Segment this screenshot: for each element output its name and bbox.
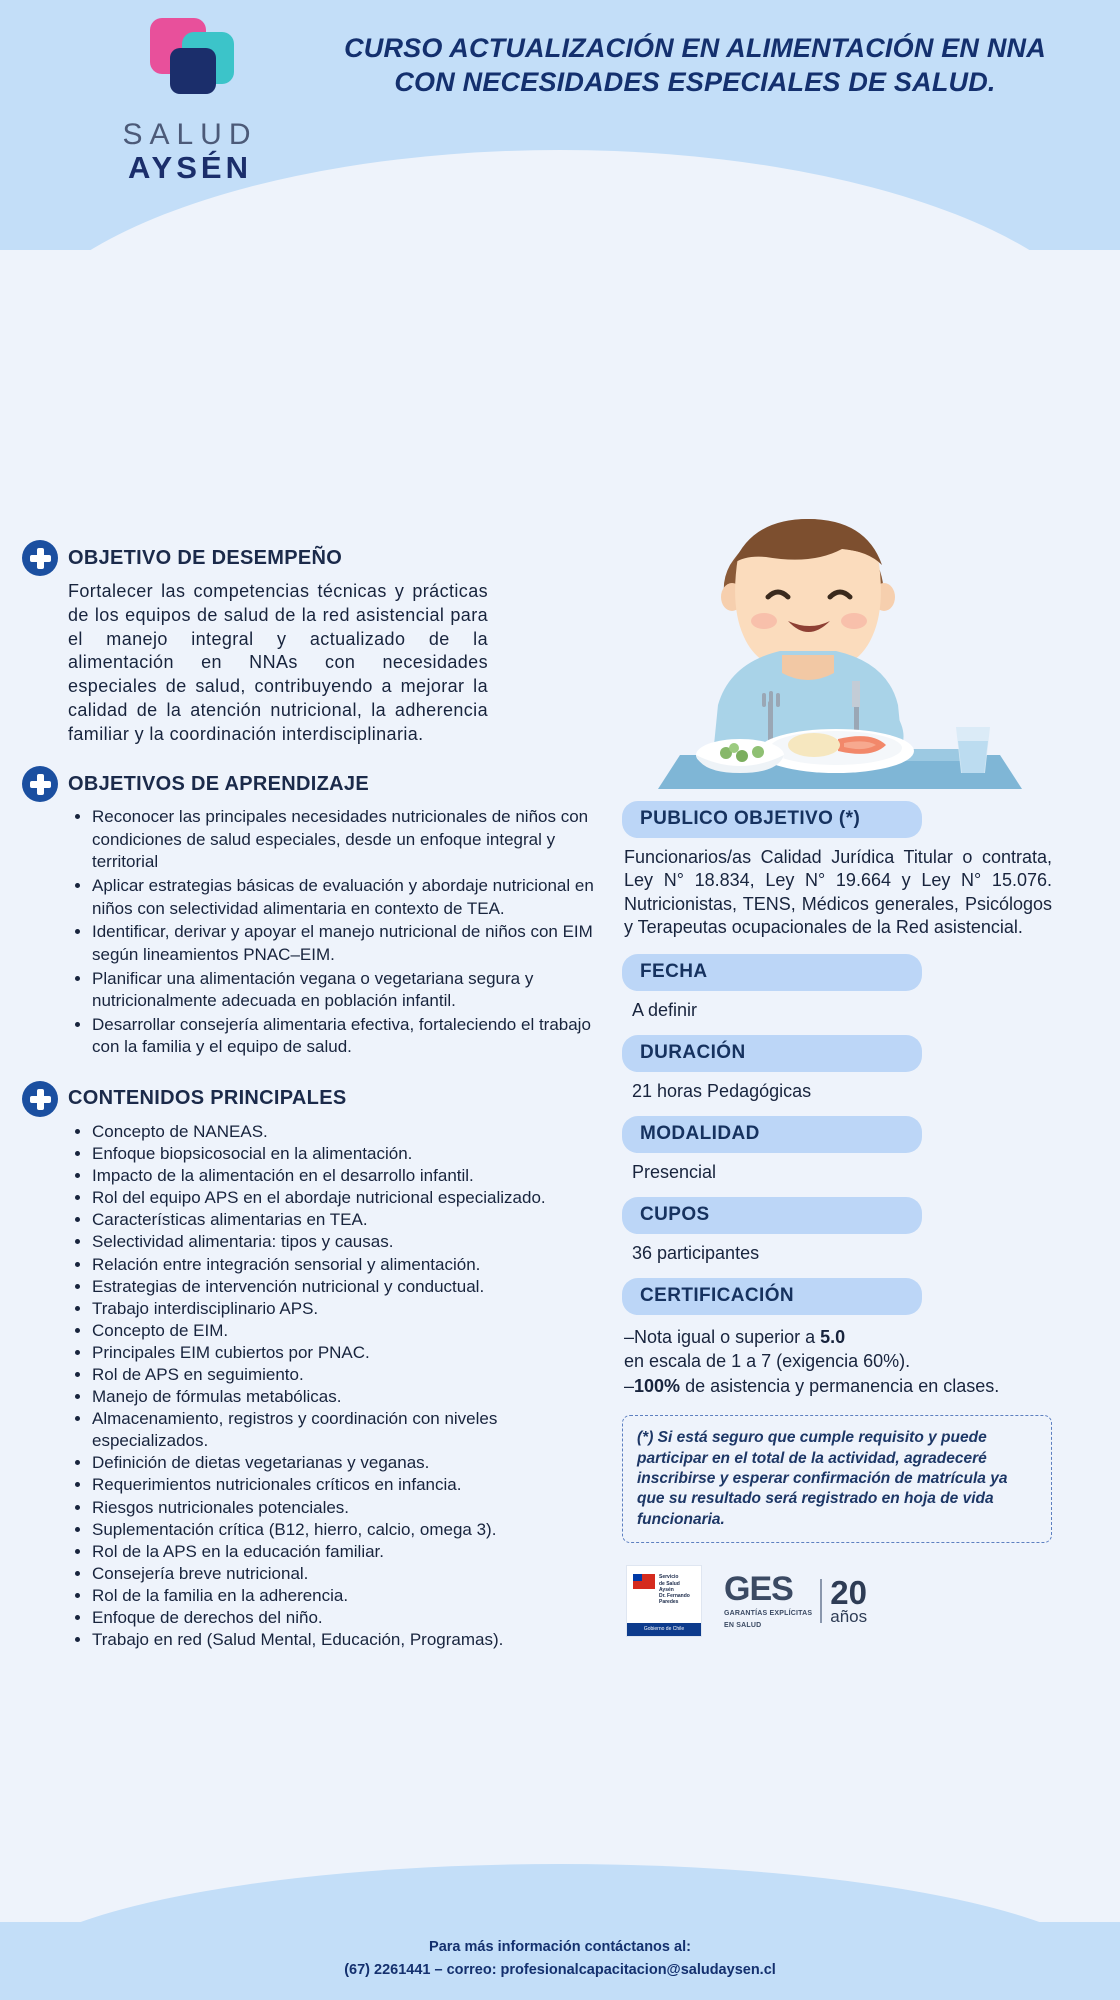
cert-line2: en escala de 1 a 7 (exigencia 60%). (624, 1351, 911, 1372)
label-duracion: DURACIÓN (622, 1035, 922, 1072)
list-item: • Enfoque de derechos del niño. (92, 1607, 602, 1629)
list-item: • Rol de la familia en la adherencia. (92, 1585, 602, 1607)
list-item: • Concepto de NANEAS. (92, 1121, 602, 1143)
certificacion-details (624, 1325, 1062, 1399)
value-cupos: 36 participantes (632, 1242, 760, 1263)
list-item: • Requerimientos nutricionales críticos en infancia. (92, 1474, 602, 1496)
value-duracion: 21 horas Pedagógicas (632, 1080, 812, 1101)
list-item: • Almacenamiento, registros y coordinación con niveles especializados. (92, 1408, 602, 1452)
cross-badge-icon (22, 1081, 58, 1117)
cert-line3-post: de asistencia y permanencia en clases. (680, 1376, 1000, 1397)
page-header (0, 0, 1120, 250)
logo-salud-aysen (100, 18, 280, 186)
gob-logo-bottom: Gobierno de Chile (627, 1623, 701, 1636)
list-item: • Características alimentarias en TEA. (92, 1209, 602, 1231)
objetivos-aprendizaje-list (74, 806, 602, 1059)
ges-unit: años (830, 1607, 868, 1627)
cert-line1-bold: 5.0 (820, 1326, 846, 1347)
section-header (22, 766, 602, 802)
block-fecha (622, 954, 1062, 1021)
cross-badge-icon (22, 766, 58, 802)
list-item: • Riesgos nutricionales potenciales. (92, 1497, 602, 1519)
cross-logo-icon (142, 18, 238, 114)
label-certificacion: CERTIFICACIÓN (622, 1278, 922, 1315)
label-publico-objetivo: PUBLICO OBJETIVO (*) (622, 801, 922, 838)
list-item: • Aplicar estrategias básicas de evaluación y abordaje nutricional en niños con selectividad alimentaria en contexto de TEA. (92, 875, 602, 920)
list-item: • Manejo de fórmulas metabólicas. (92, 1386, 602, 1408)
list-item: • Principales EIM cubiertos por PNAC. (92, 1342, 602, 1364)
label-fecha: FECHA (622, 954, 922, 991)
section-title-contenidos: CONTENIDOS PRINCIPALES (68, 1087, 347, 1110)
value-fecha: A definir (632, 999, 698, 1020)
logo-brand-bottom: AYSÉN (128, 150, 252, 185)
list-item: • Concepto de EIM. (92, 1320, 602, 1342)
chile-flag-icon (633, 1574, 655, 1589)
list-item: • Impacto de la alimentación en el desarrollo infantil. (92, 1165, 602, 1187)
page-footer (0, 1922, 1120, 2000)
left-column (22, 540, 602, 1651)
list-item: • Trabajo en red (Salud Mental, Educación, Programas). (92, 1629, 602, 1651)
value-modalidad: Presencial (632, 1161, 717, 1182)
contenidos-list (74, 1121, 602, 1651)
section-objetivo-desempeno (22, 540, 602, 746)
list-item: • Consejería breve nutricional. (92, 1563, 602, 1585)
illustration-child-eating (622, 505, 1052, 795)
block-cupos (622, 1197, 1062, 1264)
list-item: • Identificar, derivar y apoyar el manejo nutricional de niños con EIM según lineamientos PNAC–EIM. (92, 921, 602, 966)
ges-word: GES (724, 1570, 793, 1609)
ges-20-anos-logo (724, 1572, 867, 1630)
block-duracion (622, 1035, 1062, 1102)
block-publico-objetivo (622, 801, 1062, 940)
cert-line1-pre: –Nota igual o superior a (624, 1326, 821, 1347)
requisito-note: (*) Si está seguro que cumple requisito y puede participar en el total de la actividad, agradeceré inscribirse y esperar confirmación de matrícula ya que su resultado será registrado en hoja de vida funcionaria. (622, 1415, 1052, 1543)
list-item: • Planificar una alimentación vegana o vegetariana segura y nutricionalmente adecuada en población infantil. (92, 968, 602, 1013)
label-modalidad: MODALIDAD (622, 1116, 922, 1153)
list-item: • Rol de la APS en la educación familiar. (92, 1541, 602, 1563)
logo-brand-top: SALUD (122, 118, 258, 151)
ges-divider (820, 1579, 822, 1623)
section-objetivos-aprendizaje (22, 766, 602, 1059)
list-item: • Estrategias de intervención nutricional y conductual. (92, 1276, 602, 1298)
block-modalidad (622, 1116, 1062, 1183)
publico-objetivo-text: Funcionarios/as Calidad Jurídica Titular o contrata, Ley N° 18.834, Ley N° 19.664 y Ley N° 15.076. Nutricionistas, TENS, Médicos generales, Psicólogos y Terapeutas ocupacionales de la Red asistencial. (624, 847, 1052, 938)
label-cupos: CUPOS (622, 1197, 922, 1234)
list-item: • Desarrollar consejería alimentaria efectiva, fortaleciendo el trabajo con la familia y el equipo de salud. (92, 1014, 602, 1059)
partner-logos (626, 1565, 1062, 1637)
footer-contact (0, 1936, 1120, 1982)
section-title-objetivos-aprendizaje: OBJETIVOS DE APRENDIZAJE (68, 772, 369, 795)
ges-number: 20 (830, 1574, 867, 1612)
list-item: • Enfoque biopsicosocial en la alimentación. (92, 1143, 602, 1165)
section-title-objetivo-desempeno: OBJETIVO DE DESEMPEÑO (68, 546, 343, 569)
right-column (622, 505, 1062, 1637)
section-contenidos-principales (22, 1081, 602, 1651)
section-header (22, 540, 602, 576)
cert-line3-bold: 100% (634, 1376, 681, 1397)
list-item: • Relación entre integración sensorial y alimentación. (92, 1254, 602, 1276)
ges-sub2: EN SALUD (724, 1622, 762, 1630)
servicio-salud-aysen-logo (626, 1565, 702, 1637)
list-item: • Rol del equipo APS en el abordaje nutricional especializado. (92, 1187, 602, 1209)
section-header (22, 1081, 602, 1117)
cross-badge-icon (22, 540, 58, 576)
block-certificacion (622, 1278, 1062, 1399)
list-item: • Reconocer las principales necesidades nutricionales de niños con condiciones de salud especiales, desde un enfoque integral y territorial (92, 806, 602, 874)
list-item: • Rol de APS en seguimiento. (92, 1364, 602, 1386)
list-item: • Trabajo interdisciplinario APS. (92, 1298, 602, 1320)
objetivo-desempeno-text: Fortalecer las competencias técnicas y prácticas de los equipos de salud de la red asistencial para el manejo integral y actualizado de la alimentación en NNAs con necesidades especiales de salud, contribuyendo a mejorar la calidad de la atención nutricional, la adherencia familiar y la coordinación interdisciplinaria. (68, 581, 488, 744)
page-title: CURSO ACTUALIZACIÓN EN ALIMENTACIÓN EN NNA CON NECESIDADES ESPECIALES DE SALUD. (344, 33, 1046, 97)
list-item: • Suplementación crítica (B12, hierro, calcio, omega 3). (92, 1519, 602, 1541)
footer-line-1: Para más información contáctanos al: (429, 1939, 691, 1955)
gob-logo-text: Servicio de Salud Aysén Dr. Fernando Paredes (659, 1574, 690, 1606)
cert-line3-pre: – (624, 1376, 635, 1397)
footer-line-2: (67) 2261441 – correo: profesionalcapacitacion@saludaysen.cl (344, 1962, 776, 1979)
ges-sub1: GARANTÍAS EXPLÍCITAS (724, 1610, 813, 1618)
list-item: • Definición de dietas vegetarianas y veganas. (92, 1452, 602, 1474)
list-item: • Selectividad alimentaria: tipos y causas. (92, 1231, 602, 1253)
